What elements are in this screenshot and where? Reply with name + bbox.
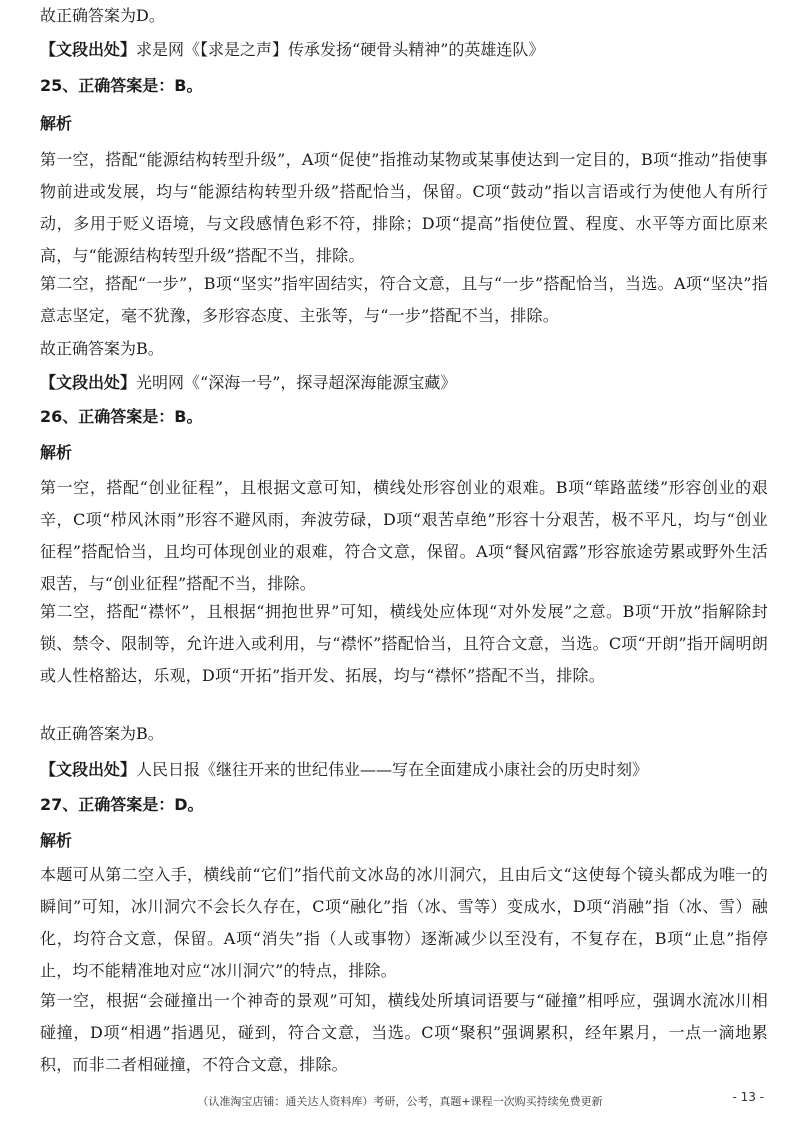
analysis-label-25: 解析 <box>40 114 73 133</box>
question-heading-26: 26、正确答案是：B。 <box>40 407 203 426</box>
paragraph-25-2: 第二空，搭配“一步”，B项“坚实”指牢固结实，符合文意，且与“一步”搭配恰当，当选。A项“坚决”指意志坚定，毫不犹豫，多形容态度、主张等，与“一步”搭配不当，排除。 <box>40 274 768 325</box>
source-line-26 <box>40 754 648 786</box>
source-text: 光明网《“深海一号”，探寻超深海能源宝藏》 <box>136 373 457 392</box>
analysis-label-27: 解析 <box>40 831 73 850</box>
question-heading-25: 25、正确答案是：B。 <box>40 76 203 95</box>
page-footer: （认准淘宝店铺：通关达人资料库）考研，公考，真题+课程一次购买持续免费更新 <box>197 1095 603 1108</box>
paragraph-27-2: 第一空，根据“会碰撞出一个神奇的景观”可知，横线处所填词语要与“碰撞”相呼应，强调水流冰川相碰撞，D项“相遇”指遇见，碰到，符合文意，当选。C项“聚积”强调累积，经年累月，一点一滴地累积，而非二者相碰撞，不符合文意，排除。 <box>40 991 768 1074</box>
source-tag: 【文段出处】 <box>40 40 137 59</box>
source-tag: 【文段出处】 <box>40 760 137 779</box>
answer-line-24: 故正确答案为D。 <box>40 6 165 25</box>
paragraph-26-2: 第二空，搭配“襟怀”，且根据“拥抱世界”可知，横线处应体现“对外发展”之意。B项“开放”指解除封锁、禁令、限制等，允许进入或利用，与“襟怀”搭配恰当，且符合文意，当选。C项“开朗”指开阔明朗或人性格豁达，乐观，D项“开拓”指开发、拓展，均与“襟怀”搭配不当，排除。 <box>40 602 768 685</box>
page-number: - 13 - <box>732 1090 764 1104</box>
analysis-label-26: 解析 <box>40 443 73 462</box>
paragraph-27-1: 本题可从第二空入手，横线前“它们”指代前文冰岛的冰川洞穴，且由后文“这使每个镜头都成为唯一的瞬间”可知，冰川洞穴不会长久存在，C项“融化”指（冰、雪等）变成水，D项“消融”指（冰、雪）融化，均符合文意，保留。A项“消失”指（人或事物）逐渐减少以至没有，不复存在，B项“止息”指停止，均不能精准地对应“冰川洞穴”的特点，排除。 <box>40 865 768 980</box>
source-tag: 【文段出处】 <box>40 373 137 392</box>
source-line-25 <box>40 367 456 399</box>
source-text: 人民日报《继往开来的世纪伟业——写在全面建成小康社会的历史时刻》 <box>136 760 649 779</box>
answer-line-25: 故正确答案为B。 <box>40 339 164 358</box>
source-text: 求是网《【求是之声】传承发扬“硬骨头精神”的英雄连队》 <box>136 40 545 59</box>
source-line-24 <box>40 34 544 66</box>
question-heading-27: 27、正确答案是：D。 <box>40 795 204 814</box>
paragraph-25-1: 第一空，搭配“能源结构转型升级”，A项“促使”指推动某物或某事使达到一定目的，B项“推动”指使事物前进或发展，均与“能源结构转型升级”搭配恰当，保留。C项“鼓动”指以言语或行为使他人有所行动，多用于贬义语境，与文段感情色彩不符，排除；D项“提高”指使位置、程度、水平等方面比原来高，与“能源结构转型升级”搭配不当，排除。 <box>40 150 768 265</box>
paragraph-26-1: 第一空，搭配“创业征程”，且根据文意可知，横线处形容创业的艰难。B项“筚路蓝缕”形容创业的艰辛，C项“栉风沐雨”形容不避风雨，奔波劳碌，D项“艰苦卓绝”形容十分艰苦，极不平凡，均与“创业征程”搭配恰当，且均可体现创业的艰难，符合文意，保留。A项“餐风宿露”形容旅途劳累或野外生活艰苦，与“创业征程”搭配不当，排除。 <box>40 478 768 593</box>
answer-line-26: 故正确答案为B。 <box>40 724 164 743</box>
